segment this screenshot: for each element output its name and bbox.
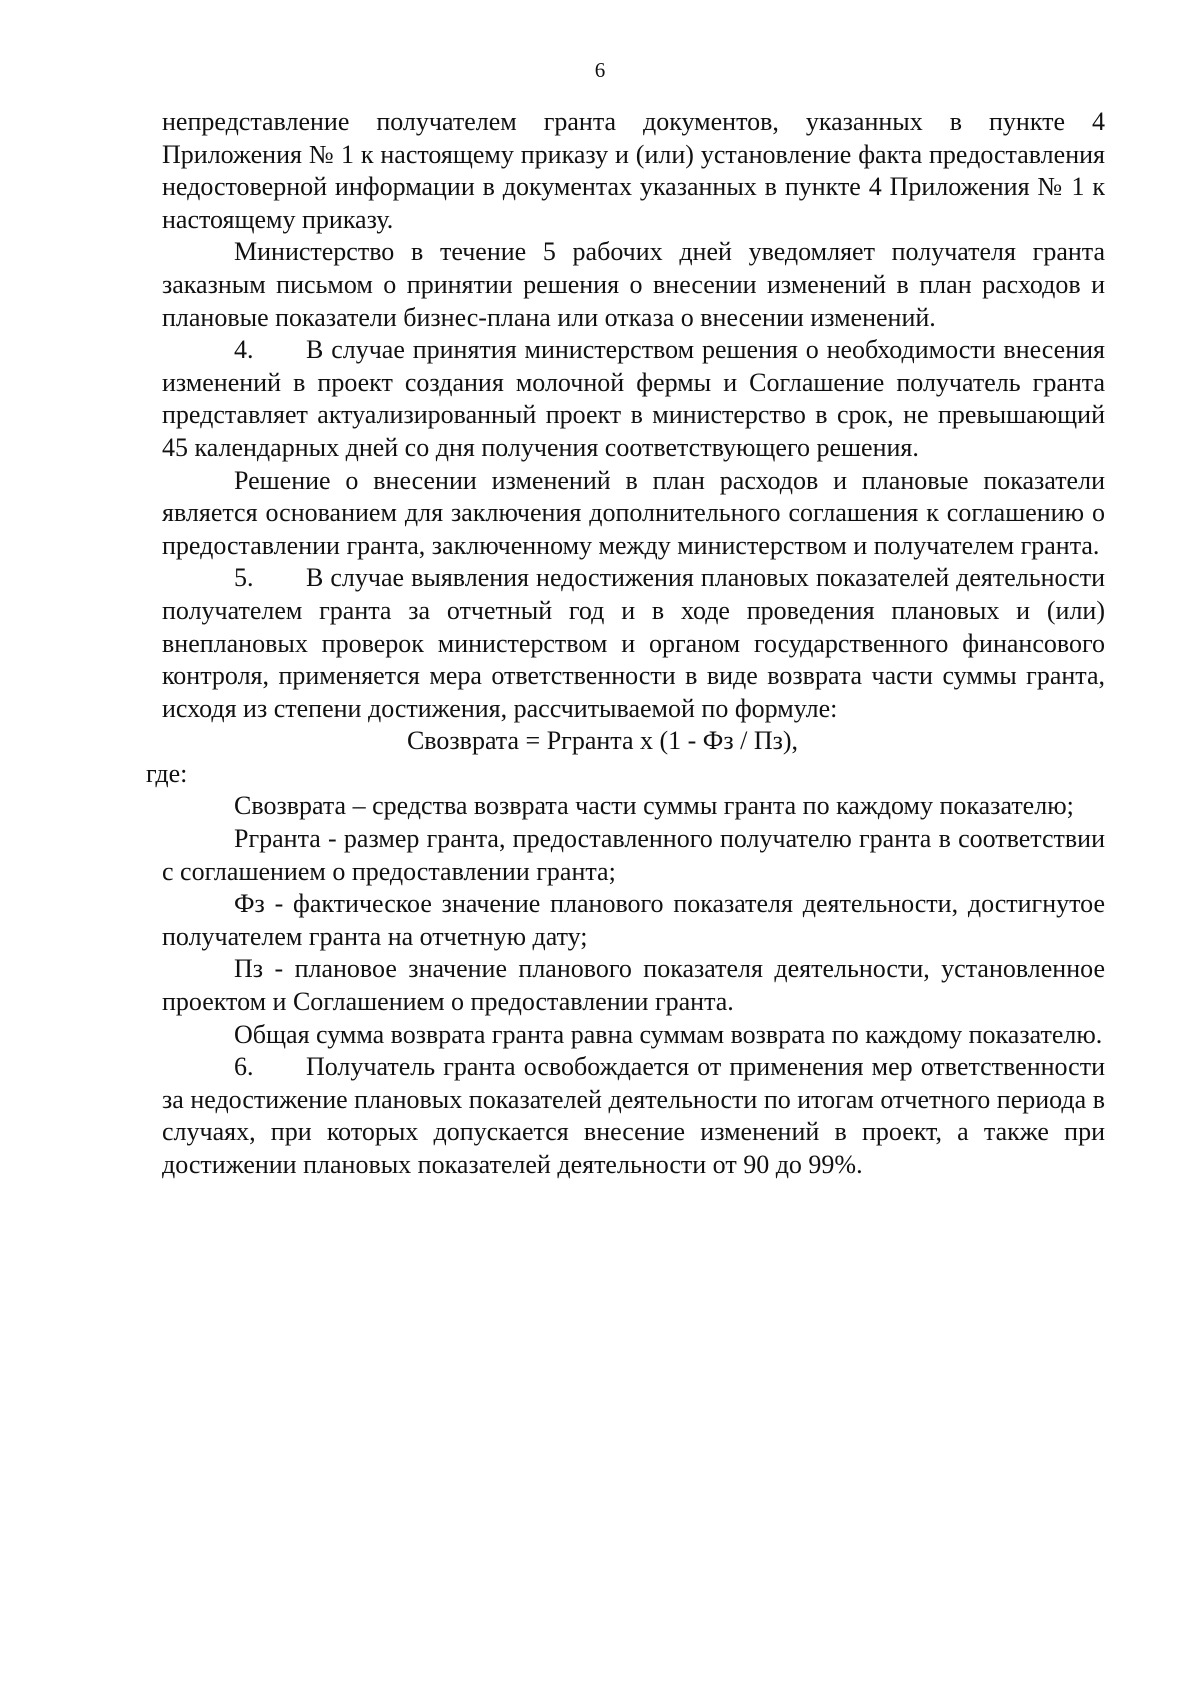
- paragraph-ministry-notice: Министерство в течение 5 рабочих дней уведомляет получателя гранта заказным письмом о принятии решения о внесении изменений в план расходов и плановые показатели бизнес-плана или отказа о внесении изменений.: [162, 237, 1105, 332]
- paragraph-decision-basis: Решение о внесении изменений в план расходов и плановые показатели является основанием для заключения дополнительного соглашения к соглашению о предоставлении гранта, заключенному между министерством и получателем гранта.: [162, 465, 1105, 560]
- page-number: 6: [594, 58, 606, 82]
- item-number-4: 4.: [234, 335, 254, 365]
- item-number-6: 6.: [234, 1052, 254, 1082]
- definition-rgranta: Ргранта - размер гранта, предоставленного получателю гранта в соответствии с соглашением о предоставлении гранта;: [162, 824, 1105, 886]
- formula: Свозврата = Ргранта х (1 - Фз / Пз),: [406, 726, 799, 756]
- item-text-5: В случае выявления недостижения плановых показателей деятельности получателем гранта за отчетный год и в ходе проведения плановых и (или) внеплановых проверок министерством и органом государственного финансового контроля, применяется мера ответственности в виде возврата части суммы гранта, исходя из степени достижения, рассчитываемой по формуле:: [162, 563, 1105, 723]
- definition-fz: Фз - фактическое значение планового показателя деятельности, достигнутое получателем гранта на отчетную дату;: [162, 889, 1105, 951]
- paragraph-item-6: [162, 1051, 1105, 1181]
- document-body: [146, 106, 1105, 1182]
- paragraph-item-5: [162, 562, 1105, 725]
- item-text-6: Получатель гранта освобождается от применения мер ответственности за недостижение плановых показателей деятельности по итогам отчетного периода в случаях, при которых допускается внесение изменений в проект, а также при достижении плановых показателей деятельности от 90 до 99%.: [162, 1052, 1105, 1179]
- formula-where-label: где:: [146, 758, 188, 788]
- definition-svozvrata: Свозврата – средства возврата части суммы гранта по каждому показателю;: [234, 791, 1074, 821]
- item-number-5: 5.: [234, 563, 254, 593]
- paragraph-item-4: [162, 334, 1105, 464]
- paragraph-total-return: Общая сумма возврата гранта равна суммам возврата по каждому показателю.: [234, 1019, 1103, 1049]
- definition-pz: Пз - плановое значение планового показателя деятельности, установленное проектом и Соглашением о предоставлении гранта.: [162, 954, 1105, 1017]
- paragraph-continuation: непредставление получателем гранта документов, указанных в пункте 4 Приложения № 1 к настоящему приказу и (или) установление факта предоставления недостоверной информации в документах указанных в пункте 4 Приложения № 1 к настоящему приказу.: [162, 107, 1105, 234]
- item-text-4: В случае принятия министерством решения о необходимости внесения изменений в проект создания молочной фермы и Соглашение получатель гранта представляет актуализированный проект в министерство в срок, не превышающий 45 календарных дней со дня получения соответствующего решения.: [162, 335, 1105, 462]
